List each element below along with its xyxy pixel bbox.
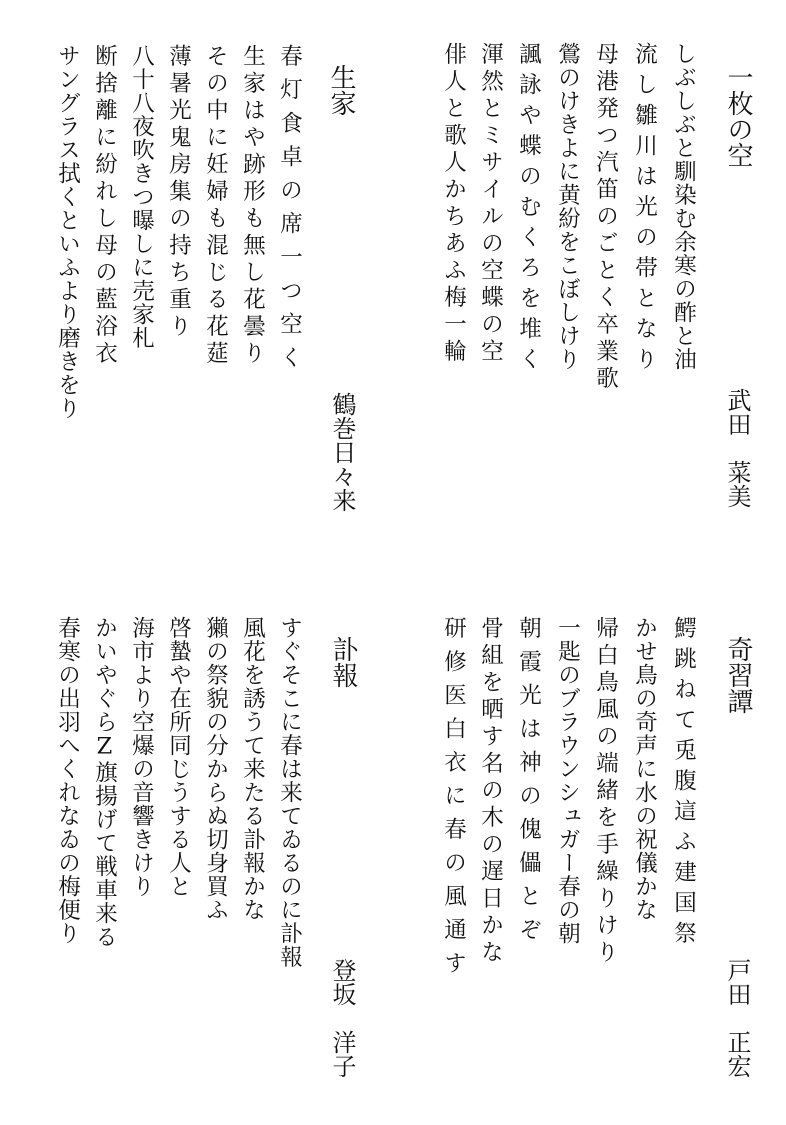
haiku-line: 研修医白衣に春の風通す (440, 616, 467, 985)
haiku-line: 風花を誘うて来たる訃報かな (239, 616, 266, 922)
section-title: 奇習譚 (723, 636, 753, 714)
haiku-line: 流し雛川は光の帯となり (631, 42, 658, 378)
haiku-line: 生家はや跡形も無し花曇り (239, 44, 266, 368)
haiku-line: 帰白鳥風の端緒を手繰りけり (592, 616, 619, 967)
haiku-line: 諷詠や蝶のむくろを堆く (515, 42, 542, 378)
author-name: 鶴巻日々来 (328, 392, 356, 512)
author-name: 戸田 正宏 (723, 958, 751, 1078)
haiku-line: 朝霞光は神の傀儡とぞ (515, 616, 542, 951)
haiku-line: かいやぐらZ旗揚げて戦車来る (91, 616, 118, 949)
haiku-line: 骨組を晒す名の木の遅日かな (477, 616, 504, 967)
haiku-line: 俳人と歌人かちあふ梅一輪 (440, 42, 467, 366)
section-title: 訃報 (328, 636, 358, 688)
haiku-line: すぐそこに春は来てゐるのに訃報 (276, 616, 303, 969)
haiku-line: 鶯のけきよに黄紛をこぼしけり (554, 42, 581, 371)
haiku-line: 八十八夜吹きつ曝しに売家札 (128, 44, 155, 350)
haiku-line: かせ鳥の奇声に水の祝儀かな (631, 616, 658, 922)
haiku-line: 渾然とミサイルの空蝶の空 (477, 42, 504, 366)
section-title: 生家 (326, 64, 356, 116)
haiku-line: 獺の祭貌の分からぬ切身買ふ (202, 616, 229, 922)
haiku-line: その中に妊婦も混じる花莚 (202, 44, 229, 368)
haiku-line: 春寒の出羽へくれなゐの梅便り (54, 616, 81, 945)
author-name: 登坂 洋子 (328, 958, 356, 1078)
haiku-line: 海市より空爆の音響きけり (128, 616, 155, 898)
haiku-line: 春灯食卓の席一つ空く (276, 44, 303, 379)
haiku-line: サングラス拭くといふより磨きをり (54, 44, 81, 420)
haiku-line: 薄暑光鬼房集の持ち重り (165, 44, 192, 341)
haiku-line: 鰐跳ねて兎腹這ふ建国祭 (670, 616, 697, 952)
haiku-line: 母港発つ汽笛のごとく卒業歌 (592, 42, 619, 393)
author-name: 武田 菜美 (723, 388, 751, 508)
haiku-line: 断捨離に紛れし母の藍浴衣 (91, 44, 118, 368)
haiku-line: しぶしぶと馴染む余寒の酢と油 (670, 42, 697, 371)
section-title: 一枚の空 (723, 64, 753, 168)
haiku-line: 啓蟄や在所同じうする人と (165, 616, 192, 898)
haiku-line: 一匙のブラウンシュガー春の朝 (554, 616, 581, 945)
